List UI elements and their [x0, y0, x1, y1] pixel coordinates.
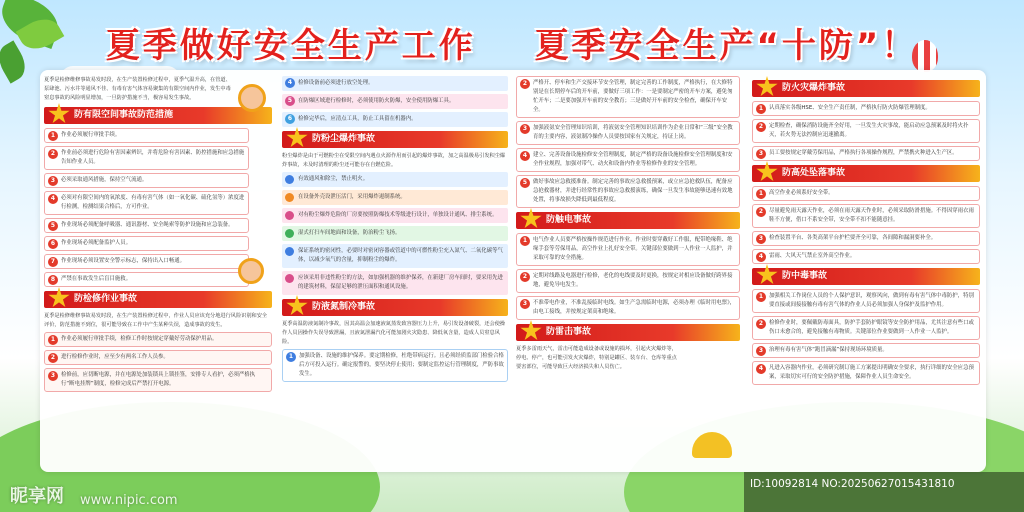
list-item	[752, 186, 980, 201]
number-badge: 4	[756, 364, 766, 374]
item-text: 在设备外壳设泄压活门，采用爆炸遏制系统。	[298, 194, 406, 200]
section-header	[516, 212, 740, 229]
item-text: 必须对有限空间内的氧浓度、有毒有害气体（如一氧化碳、硫化氢等）浓度进行检测，检测结果合格后，方可作业。	[61, 195, 245, 210]
list-item	[44, 173, 249, 188]
list-item	[282, 226, 508, 241]
item-text: 对有粉尘爆炸危险的厂房要按照防爆技术等级进行设计，单独设计通风、排尘系统。	[298, 212, 498, 218]
bullet-icon	[285, 274, 294, 283]
item-text: 作业现场必须配备呼吸器、通讯器材、安全绳索等防护设施和应急装备。	[61, 222, 234, 228]
section-title: 防液氮制冷事故	[312, 302, 376, 312]
list-item	[282, 271, 508, 295]
number-badge: 1	[286, 352, 296, 362]
list-item	[752, 204, 980, 228]
section-header	[282, 131, 508, 148]
star-icon	[756, 76, 778, 98]
column-3	[516, 76, 740, 374]
section-header	[282, 299, 508, 316]
number-badge: 8	[48, 275, 58, 285]
section-header	[516, 324, 740, 341]
number-badge: 4	[520, 151, 530, 161]
column-2	[282, 76, 508, 385]
column-4	[752, 76, 980, 388]
item-text: 有效通风和除尘，禁止明火。	[298, 176, 369, 182]
intro-text: 夏季高温防液氮制冷事故，因其高温会加速液氮蒸发致容器压力上升，易引发设备破裂，还会使操作人员因操作失误导致泄漏，且液氮泄漏汽化可能加剧火灾隐患、降低氧含量，造成人员窒息风险。	[282, 321, 506, 345]
number-badge: 2	[48, 149, 58, 159]
number-badge: 5	[48, 221, 58, 231]
number-badge: 6	[285, 114, 295, 124]
list-item	[44, 128, 249, 143]
section-title: 防有限空间事故防范措施	[74, 110, 174, 120]
item-text: 应该采用非违性粉尘的方法，如加强机器的维护保养，在新建厂房车间时，要采用先进的建筑材料，保留足够的泄压面积和通风设施。	[298, 275, 503, 290]
bullet-icon	[285, 229, 294, 238]
list-item	[282, 208, 508, 223]
number-badge: 5	[520, 178, 530, 188]
section-title: 防雷击事故	[546, 327, 592, 337]
list-item	[44, 272, 249, 287]
number-badge: 1	[48, 131, 58, 141]
number-badge: 3	[48, 371, 58, 381]
item-text: 在防爆区域进行检修时，必须使用防火防爆，安全使用防爆工具。	[298, 98, 455, 104]
item-text: 检修作业时，要佩戴防毒面具，防护手套防护眼镜等安全防护用品，尤其注意有些口或伤口未愈合的，避免接触有毒物质。关键部位作业要做到一人作业一人监护。	[769, 320, 974, 335]
list-item	[516, 269, 740, 293]
list-item	[516, 76, 740, 118]
number-badge: 2	[756, 122, 766, 132]
intro-text: 夏季是检修维修事故易发时段，在生产装置检修过程中，夏季气温升高，在管道、泵肆池、污水井等通风不佳、有毒有害气体容易聚集的有限空间内作业，发生中毒窒息事故的风险明显增加，一旦防护措施不当，极容易发生事故。	[44, 77, 231, 101]
bullet-icon	[285, 175, 294, 184]
item-text: 凡进入容器内作业，必须研究制订施工方案提出明确安全要求，执行详细的安全应急预案，采取切实可行的安全防护措施，保障作业人员生命安全。	[769, 365, 974, 380]
item-text: 必须采取通风措施，保持空气流通。	[61, 177, 148, 183]
number-badge: 2	[756, 319, 766, 329]
list-item	[282, 244, 508, 268]
bullet-icon	[285, 193, 294, 202]
number-badge: 3	[756, 346, 766, 356]
number-badge: 2	[756, 207, 766, 217]
item-text: 保证系统的密闭性，必要时对密闭容器或管道中的可燃性粉尘充入氮气、二氧化碳等气体，以减少氧气的含量，抑制粉尘的爆炸。	[298, 248, 503, 263]
number-badge: 1	[756, 189, 766, 199]
list-item	[282, 94, 508, 109]
list	[44, 128, 249, 287]
section-title: 防触电事故	[546, 215, 592, 225]
star-icon	[756, 161, 778, 183]
section-header	[752, 165, 980, 182]
number-badge: 2	[48, 353, 58, 363]
intro-text: 夏季多雷雨天气，雷击可能造成设备或设施的损坏，引起火灾爆炸等，停电、停产，也可能引发火灾爆炸，特别是罐区、装车台、仓库等重点要害部位，可能导致巨大经济损失和人员伤亡。	[516, 346, 677, 370]
list-item	[282, 76, 508, 91]
number-badge: 5	[285, 96, 295, 106]
item-text: 雷雨、大风天气禁止室外高空作业。	[769, 253, 856, 259]
list-item	[752, 101, 980, 116]
list-item	[752, 343, 980, 358]
section-header	[752, 268, 980, 285]
number-badge: 3	[48, 176, 58, 186]
list-item	[282, 112, 508, 127]
list-item	[44, 254, 249, 269]
star-icon	[756, 264, 778, 286]
list-item	[282, 172, 508, 187]
number-badge: 2	[520, 79, 530, 89]
list-item	[516, 296, 740, 320]
number-badge: 4	[756, 252, 766, 262]
list-item	[44, 146, 249, 170]
list-item	[752, 231, 980, 246]
section-title: 防检修作业事故	[74, 294, 138, 304]
worker-avatar	[238, 258, 264, 284]
section-header	[44, 291, 272, 308]
item-text: 电气作业人员要严格按操作规范进行作业。作业时要穿戴好工作服，配带绝缘鞋、绝缘手套等劳保用品，高空作业上扎好安全带。关键部位要做到一人作业一人监护，并采取可靠的安全措施。	[533, 237, 733, 261]
number-badge: 6	[48, 239, 58, 249]
item-text: 作业必须履行审批手续。	[61, 132, 121, 138]
list-item	[516, 175, 740, 208]
item-text: 作业前必须进行危险有害因素辨识，并将危险有害因素、防控措施和应急措施告知作业人员。	[61, 150, 245, 165]
image-id-tag: ID:10092814 NO:20250627015431810	[744, 472, 1024, 512]
number-badge: 1	[756, 292, 766, 302]
item-text: 作业必须履行审批手续，检修工作时按规定穿戴好劳动保护用品。	[61, 336, 218, 342]
watermark-logo: 昵享网	[10, 486, 64, 507]
list-item	[516, 148, 740, 172]
watermark-url: www.nipic.com	[80, 493, 178, 508]
section-title: 防中毒事故	[782, 271, 828, 281]
number-badge: 3	[756, 149, 766, 159]
list-item	[752, 289, 980, 313]
number-badge: 7	[48, 257, 58, 267]
list-item	[44, 368, 272, 392]
item-text: 检修设备前必须进行放空处理。	[298, 80, 374, 86]
page-title	[0, 18, 1024, 67]
list-item	[44, 191, 249, 215]
item-text: 尽量避免雨天露天作业，必须在雨天露天作业时，必须采取防滑措施。不得因穿雨衣雨鞋不方便，借口不系安全带，安全带不扣不能随意挂。	[769, 208, 974, 223]
intro-text: 粉尘爆炸是由于可燃粉尘在受限空间内遇点火源作用而引起的爆炸事故，加之高温极易引发积尘爆炸事故，未及时清理的粉尘还可能存在自燃危险。	[282, 153, 506, 168]
item-text: 高空作业必须系好安全带。	[769, 190, 834, 196]
section-header	[752, 80, 980, 97]
item-text: 严禁在事故发生后盲目施救。	[61, 276, 132, 282]
section-header	[44, 107, 272, 124]
column-1	[44, 76, 272, 395]
item-text: 检修前，应切断电源，并在电源处加装锁具上锁挂签，安排专人看护，必须严格执行“断电挂牌”制度，检修完成后严禁打开电源。	[61, 372, 256, 387]
list-item	[282, 349, 508, 382]
number-badge: 3	[756, 234, 766, 244]
item-text: 定期检查，确保消防设施齐全好用，一旦发生火灾事故，能启动应急预案及时将火扑灭，若火势无法控制应迅速撤离。	[769, 123, 969, 138]
item-text: 治理有毒有害气体“跑冒滴漏”保持现场环境质量。	[769, 347, 888, 353]
number-badge: 1	[520, 236, 530, 246]
star-icon	[48, 103, 70, 125]
bullet-icon	[285, 211, 294, 220]
number-badge: 1	[48, 335, 58, 345]
item-text: 严格开、停车和生产交接环节安全管理，制定完善的工作制度，严格执行，在大修特别是在长期停车后的开车前，要做好三项工作：一是要制定严密的开车方案，避免匆忙开车；二是要加强开车前的安全教育；三是做好开车前的安全检查，确保开车安全。	[533, 80, 733, 113]
star-icon	[520, 320, 542, 342]
number-badge: 2	[520, 272, 530, 282]
section-title: 防粉尘爆炸事故	[312, 134, 376, 144]
star-icon	[286, 127, 308, 149]
list-item	[752, 119, 980, 143]
number-badge: 1	[756, 104, 766, 114]
item-text: 作业现场必须配备监护人员。	[61, 240, 132, 246]
number-badge: 4	[285, 78, 295, 88]
item-text: 定期对线路及电器进行检修，老化的电线要及时更换，按规定对相应设备做好跨界接地，避免导电发生。	[533, 273, 733, 288]
title-left: 夏季做好安全生产工作	[105, 26, 476, 66]
list-item	[44, 332, 272, 347]
bullet-icon	[285, 247, 294, 256]
intro-text: 夏季是检修维修事故易发时段，在生产装置检修过程中，作业人员应该充分地进行风险识别和安全评价，防范措施不到位，很可能导致在工作中产生某种失误，造成事故的发生。	[44, 313, 268, 328]
item-text: 认真落实各级HSE、安全生产责任制，严格执行防火防爆管理制度。	[769, 105, 931, 111]
number-badge: 3	[520, 299, 530, 309]
list-item	[752, 316, 980, 340]
item-text: 加强相关工作岗位人员的个人保护意识，观察风向，做到有毒有害气体中毒防护，特别要直接或间接接触有毒有害气体的作业人员必须加强人身保护及监护作用。	[769, 293, 974, 308]
item-text: 建立、完善设备设施检修安全管理制度，制定严格的设备设施检修安全管理制度和安全作业规程，加强对带气、动火和设备内作业等检修作业的安全管理。	[533, 152, 733, 167]
item-text: 检查装置平台、各类高架平台护栏要齐全可靠，各间隙和漏洞要补全。	[769, 235, 937, 241]
star-icon	[286, 295, 308, 317]
item-text: 加强液氨安全管理知识培训，将液氨安全管理知识培训作为企业日常和“三级”安全教育的主要内容，液氨制冷操作人员要按国家有关规定，持证上岗。	[533, 125, 733, 140]
item-text: 检修完毕后，应清点工具，防止工具留在机器内。	[298, 116, 417, 122]
item-text: 员工要按规定穿戴劳保用品，严格执行各项操作规程，严禁携火种进入生产区。	[769, 150, 958, 156]
item-text: 进行检修作业时，应至少有两名工作人员参。	[61, 354, 169, 360]
title-right: 夏季安全生产“十防”！	[534, 26, 919, 66]
list-item	[44, 236, 249, 251]
item-text: 作业现场必须设置安全警示标志，保持出入口畅通。	[61, 258, 185, 264]
item-text: 不准带电作业，不准乱接临时电线。如生产急需临时电源，必须办理《临时用电票》，由电工接线，并按规定架高和绝缘。	[533, 300, 736, 315]
number-badge: 3	[520, 124, 530, 134]
item-text: 加强设备、设施的维护保养。要定期检修，杜绝带病运行。且必须经质监部门检验合格后方可投入运行。确定报警的，要坚决停止使用；要制定监控运行管理制度，严防事故发生。	[299, 353, 504, 377]
number-badge: 4	[48, 194, 58, 204]
list-item	[516, 233, 740, 266]
list-item	[752, 249, 980, 264]
worker-avatar	[238, 84, 266, 112]
list-item	[44, 350, 272, 365]
list-item	[516, 121, 740, 145]
item-text: 做好事故应急救援准备。制定完善的事故应急救援预案，或立应急抢救队伍，配备应急抢救器材，并进行经常性的事故应急救援演练，确保一旦发生事故能够迅速有效地处置，将事故损失降低到最低程度。	[533, 179, 733, 203]
item-text: 湿式打扫车间地面和设备，防治粉尘飞扬。	[298, 230, 401, 236]
section-title: 防火灾爆炸事故	[782, 83, 846, 93]
list-item	[44, 218, 249, 233]
list-item	[752, 146, 980, 161]
list-item	[752, 361, 980, 385]
star-icon	[520, 208, 542, 230]
list-item	[282, 190, 508, 205]
section-title: 防高处坠落事故	[782, 168, 846, 178]
star-icon	[48, 287, 70, 309]
